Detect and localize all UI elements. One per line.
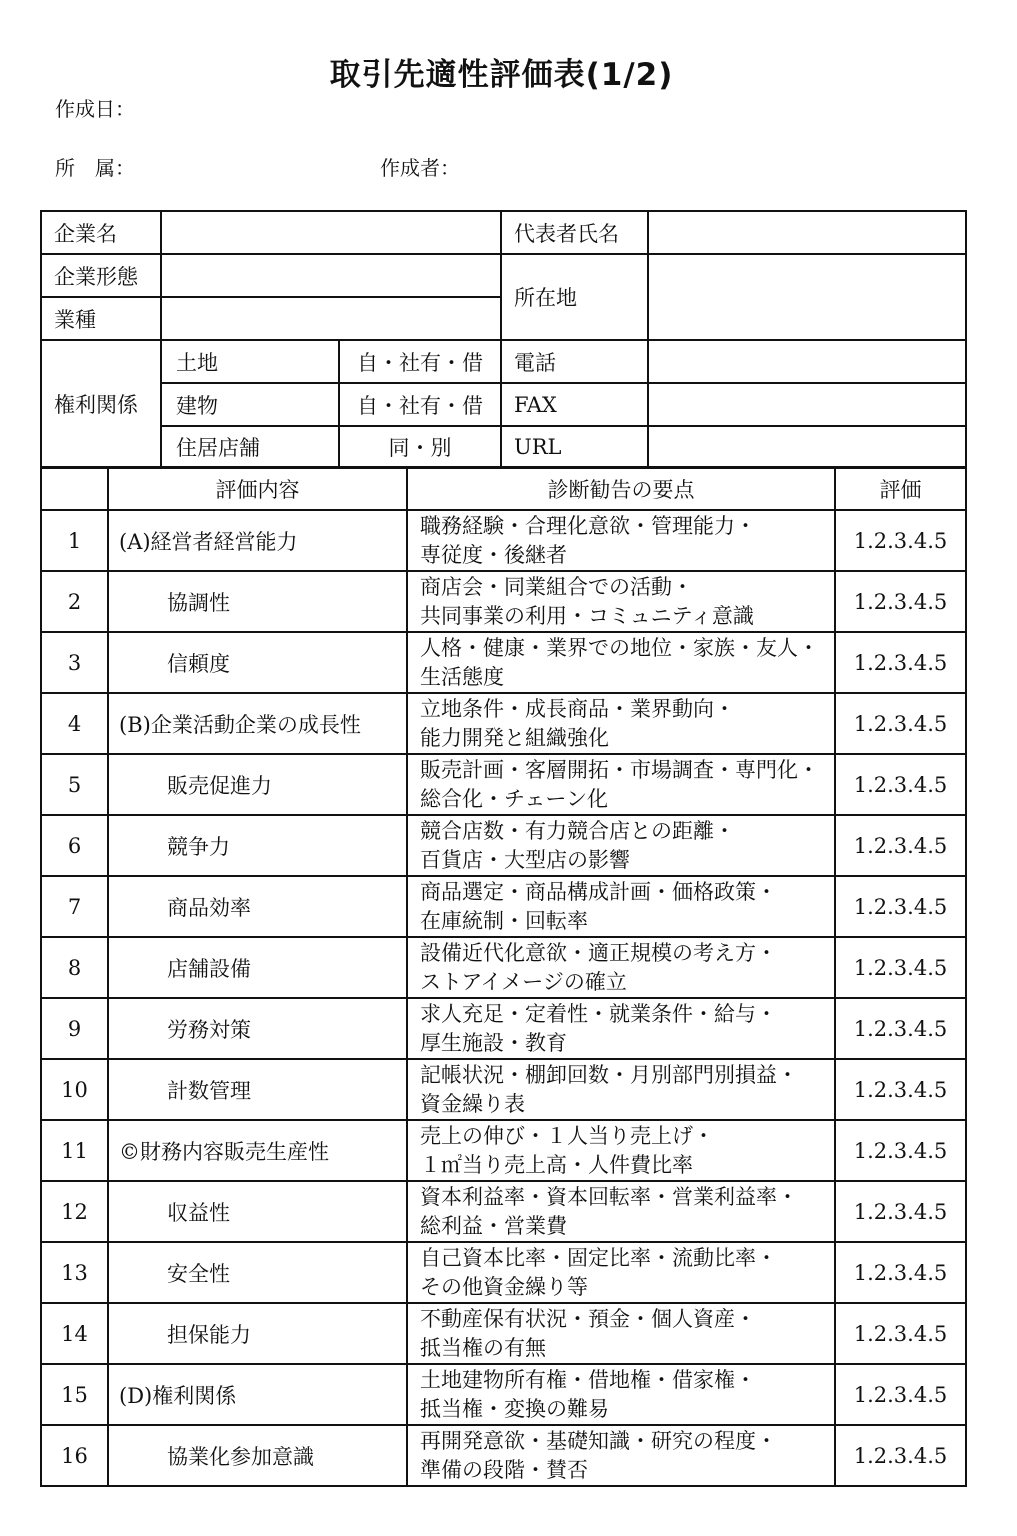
evaluation-item: 信頼度 (108, 632, 407, 693)
row-number: 8 (41, 937, 108, 998)
address-label: 所在地 (501, 254, 648, 340)
rating-scale: 1.2.3.4.5 (835, 754, 966, 815)
key-points-line: ストアイメージの確立 (420, 969, 627, 994)
phone-label: 電話 (501, 340, 648, 383)
key-points-line: 求人充足・定着性・就業条件・給与・ (420, 1001, 777, 1026)
key-points (407, 1242, 835, 1303)
row-number: 11 (41, 1120, 108, 1181)
company-info-table (40, 210, 967, 469)
row-number: 10 (41, 1059, 108, 1120)
business-form-row (41, 254, 966, 297)
rating-scale: 1.2.3.4.5 (835, 693, 966, 754)
key-points-line: 再開発意欲・基礎知識・研究の程度・ (420, 1428, 777, 1453)
industry-field (161, 297, 501, 340)
rating-scale: 1.2.3.4.5 (835, 1181, 966, 1242)
row-number: 5 (41, 754, 108, 815)
key-points (407, 998, 835, 1059)
rating-scale: 1.2.3.4.5 (835, 937, 966, 998)
row-number: 14 (41, 1303, 108, 1364)
header-number-cell (41, 467, 108, 510)
key-points-line: 抵当権の有無 (420, 1335, 546, 1360)
rating-scale: 1.2.3.4.5 (835, 1364, 966, 1425)
row-number: 2 (41, 571, 108, 632)
url-field (648, 426, 966, 468)
row-number: 9 (41, 998, 108, 1059)
land-label: 土地 (161, 340, 339, 383)
residence-store-row (41, 426, 966, 468)
evaluation-row (41, 1303, 966, 1364)
key-points-line: その他資金繰り等 (420, 1274, 588, 1299)
address-field (648, 254, 966, 340)
url-label: URL (501, 426, 648, 468)
created-date-label: 作成日： (55, 97, 135, 121)
rating-scale: 1.2.3.4.5 (835, 510, 966, 571)
key-points-line: 土地建物所有権・借地権・借家権・ (420, 1367, 756, 1392)
fax-field (648, 383, 966, 426)
land-row (41, 340, 966, 383)
key-points (407, 1364, 835, 1425)
evaluation-item: 協調性 (108, 571, 407, 632)
key-points-line: 百貨店・大型店の影響 (420, 847, 630, 872)
page-title: 取引先適性評価表(1/2) (329, 57, 674, 93)
company-name-row (41, 211, 966, 254)
row-number: 4 (41, 693, 108, 754)
key-points (407, 1120, 835, 1181)
rating-scale: 1.2.3.4.5 (835, 1303, 966, 1364)
row-number: 15 (41, 1364, 108, 1425)
key-points (407, 876, 835, 937)
evaluation-row (41, 1059, 966, 1120)
key-points-line: 不動産保有状況・預金・個人資産・ (420, 1306, 756, 1331)
key-points-line: 抵当権・変換の難易 (420, 1396, 609, 1421)
key-points-line: 総合化・チェーン化 (420, 786, 608, 811)
key-points (407, 815, 835, 876)
evaluation-item: 競争力 (108, 815, 407, 876)
evaluation-category: ©財務内容販売生産性 (108, 1120, 407, 1181)
land-options: 自・社有・借 (339, 340, 501, 383)
evaluation-item: 安全性 (108, 1242, 407, 1303)
key-points-line: 生活態度 (420, 664, 504, 689)
row-number: 16 (41, 1425, 108, 1486)
key-points-line: 資金繰り表 (420, 1091, 525, 1116)
key-points-line: 共同事業の利用・コミュニティ意識 (420, 603, 754, 628)
key-points-line: 競合店数・有力競合店との距離・ (420, 818, 735, 843)
evaluation-row (41, 998, 966, 1059)
rights-label: 権利関係 (41, 340, 161, 468)
key-points (407, 937, 835, 998)
key-points (407, 632, 835, 693)
evaluation-row (41, 815, 966, 876)
evaluation-item: 販売促進力 (108, 754, 407, 815)
row-number: 3 (41, 632, 108, 693)
key-points-line: 在庫統制・回転率 (420, 908, 588, 933)
company-name-field (161, 211, 501, 254)
header-content: 評価内容 (108, 467, 407, 510)
header-key-points: 診断勧告の要点 (407, 467, 835, 510)
key-points (407, 1059, 835, 1120)
evaluation-row (41, 754, 966, 815)
row-number: 7 (41, 876, 108, 937)
key-points (407, 1425, 835, 1486)
phone-field (648, 340, 966, 383)
representative-label: 代表者氏名 (501, 211, 648, 254)
business-form-label: 企業形態 (41, 254, 161, 297)
industry-label: 業種 (41, 297, 161, 340)
key-points (407, 1303, 835, 1364)
evaluation-item: 店舗設備 (108, 937, 407, 998)
key-points-line: １㎡当り売上高・人件費比率 (420, 1152, 693, 1177)
evaluation-row (41, 937, 966, 998)
key-points (407, 510, 835, 571)
rating-scale: 1.2.3.4.5 (835, 571, 966, 632)
evaluation-item: 担保能力 (108, 1303, 407, 1364)
key-points-line: 記帳状況・棚卸回数・月別部門別損益・ (420, 1062, 798, 1087)
evaluation-header-row (41, 467, 966, 510)
evaluation-item: 収益性 (108, 1181, 407, 1242)
key-points-line: 設備近代化意欲・適正規模の考え方・ (420, 940, 777, 965)
key-points-line: 商品選定・商品構成計画・価格政策・ (420, 879, 777, 904)
business-form-field (161, 254, 501, 297)
evaluation-row (41, 510, 966, 571)
representative-field (648, 211, 966, 254)
rating-scale: 1.2.3.4.5 (835, 1425, 966, 1486)
building-options: 自・社有・借 (339, 383, 501, 426)
evaluation-row (41, 1242, 966, 1303)
evaluation-row (41, 876, 966, 937)
rating-scale: 1.2.3.4.5 (835, 632, 966, 693)
evaluation-row (41, 1364, 966, 1425)
key-points-line: 人格・健康・業界での地位・家族・友人・ (420, 635, 819, 660)
key-points-line: 商店会・同業組合での活動・ (420, 574, 693, 599)
key-points-line: 総利益・営業費 (420, 1213, 567, 1238)
row-number: 12 (41, 1181, 108, 1242)
row-number: 13 (41, 1242, 108, 1303)
company-name-label: 企業名 (41, 211, 161, 254)
key-points-line: 販売計画・客層開拓・市場調査・専門化・ (420, 757, 819, 782)
residence-store-options: 同・別 (339, 426, 501, 468)
row-number: 6 (41, 815, 108, 876)
key-points-line: 厚生施設・教育 (420, 1030, 567, 1055)
rating-scale: 1.2.3.4.5 (835, 1242, 966, 1303)
evaluation-row (41, 1181, 966, 1242)
key-points-line: 資本利益率・資本回転率・営業利益率・ (420, 1184, 798, 1209)
key-points (407, 693, 835, 754)
evaluation-item: 商品効率 (108, 876, 407, 937)
evaluation-category: (B)企業活動企業の成長性 (108, 693, 407, 754)
key-points-line: 売上の伸び・１人当り売上げ・ (420, 1123, 714, 1148)
evaluation-item: 計数管理 (108, 1059, 407, 1120)
key-points (407, 571, 835, 632)
rating-scale: 1.2.3.4.5 (835, 815, 966, 876)
key-points-line: 職務経験・合理化意欲・管理能力・ (420, 513, 756, 538)
key-points-line: 準備の段階・賛否 (420, 1457, 588, 1482)
building-label: 建物 (161, 383, 339, 426)
key-points-line: 能力開発と組織強化 (420, 725, 609, 750)
evaluation-row (41, 693, 966, 754)
header-rating: 評価 (835, 467, 966, 510)
key-points (407, 1181, 835, 1242)
evaluation-item: 労務対策 (108, 998, 407, 1059)
evaluation-row (41, 1425, 966, 1486)
rating-scale: 1.2.3.4.5 (835, 1120, 966, 1181)
key-points-line: 自己資本比率・固定比率・流動比率・ (420, 1245, 777, 1270)
evaluation-row (41, 571, 966, 632)
building-row (41, 383, 966, 426)
key-points-line: 立地条件・成長商品・業界動向・ (420, 696, 735, 721)
evaluation-category: (A)経営者経営能力 (108, 510, 407, 571)
fax-label: FAX (501, 383, 648, 426)
rating-scale: 1.2.3.4.5 (835, 876, 966, 937)
rating-scale: 1.2.3.4.5 (835, 1059, 966, 1120)
residence-store-label: 住居店舗 (161, 426, 339, 468)
evaluation-table (40, 466, 967, 1487)
evaluation-row (41, 1120, 966, 1181)
key-points (407, 754, 835, 815)
evaluation-row (41, 632, 966, 693)
author-label: 作成者： (380, 156, 460, 180)
evaluation-category: (D)権利関係 (108, 1364, 407, 1425)
evaluation-item: 協業化参加意識 (108, 1425, 407, 1486)
rating-scale: 1.2.3.4.5 (835, 998, 966, 1059)
affiliation-label: 所 属： (55, 156, 135, 180)
row-number: 1 (41, 510, 108, 571)
key-points-line: 専従度・後継者 (420, 542, 567, 567)
